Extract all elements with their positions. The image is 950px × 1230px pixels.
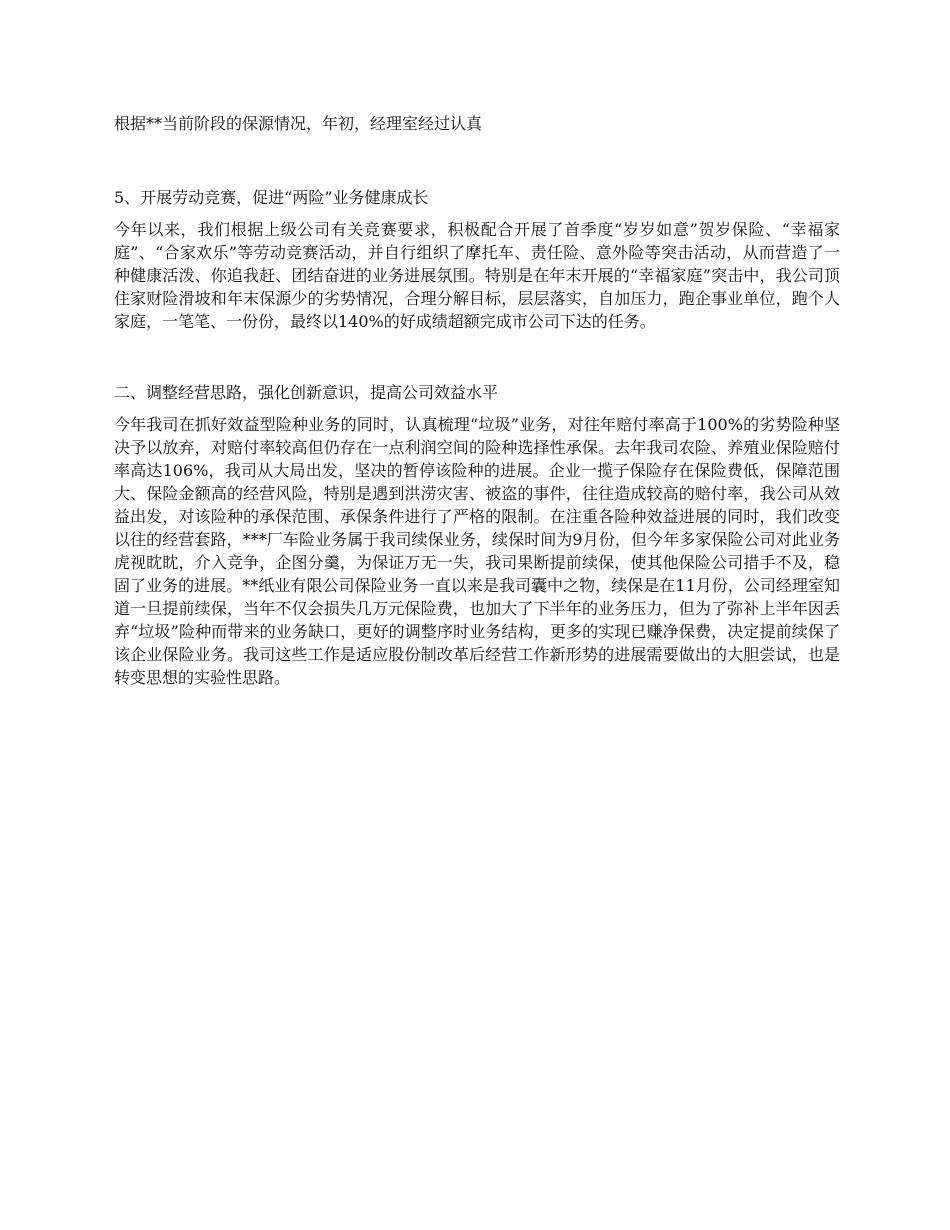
section-5-heading: 5、开展劳动竞赛，促进“两险”业务健康成长 xyxy=(114,188,429,207)
section-2-paragraph: 今年我司在抓好效益型险种业务的同时，认真梳理“垃圾”业务，对往年赔付率高于100%的劣势险种坚决予以放弃，对赔付率较高但仍存在一点利润空间的险种选择性承保。去年我司农险、养殖业保险赔付率高达106%，我司从大局出发，坚决的暂停该险种的进展。企业一揽子保险存在保险费低，保障范围大、保险金额高的经营风险，特别是遇到洪涝灾害、被盗的事件，往往造成较高的赔付率，我公司从效益出发，对该险种的承保范围、承保条件进行了严格的限制。在注重各险种效益进展的同时，我们改变以往的经营套路，***厂车险业务属于我司续保业务，续保时间为9月份，但今年多家保险公司对此业务虎视眈眈，介入竞争，企图分羹，为保证万无一失，我司果断提前续保，使其他保险公司措手不及，稳固了业务的进展。**纸业有限公司保险业务一直以来是我司囊中之物，续保是在11月份，公司经理室知道一旦提前续保，当年不仅会损失几万元保险费，也加大了下半年的业务压力，但为了弥补上半年因丢弃“垃圾”险种而带来的业务缺口，更好的调整序时业务结构，更多的实现已赚净保费，决定提前续保了该企业保险业务。我司这些工作是适应股份制改革后经营工作新形势的进展需要做出的大胆尝试，也是转变思想的实验性思路。 xyxy=(114,415,840,687)
document-body xyxy=(114,112,840,689)
section-5-paragraph: 今年以来，我们根据上级公司有关竞赛要求，积极配合开展了首季度“岁岁如意”贺岁保险、“幸福家庭”、“合家欢乐”等劳动竞赛活动，并自行组织了摩托车、责任险、意外险等突击活动，从而营造了一种健康活泼、你追我赶、团结奋进的业务进展氛围。特别是在年末开展的“幸福家庭”突击中，我公司顶住家财险滑坡和年末保源少的劣势情况，合理分解目标，层层落实，自加压力，跑企事业单位，跑个人家庭，一笔笔、一份份，最终以140%的好成绩超额完成市公司下达的任务。 xyxy=(114,220,840,331)
section-2-heading: 二、调整经营思路，强化创新意识，提高公司效益水平 xyxy=(114,383,499,402)
intro-paragraph: 根据**当前阶段的保源情况，年初，经理室经过认真 xyxy=(114,114,483,133)
